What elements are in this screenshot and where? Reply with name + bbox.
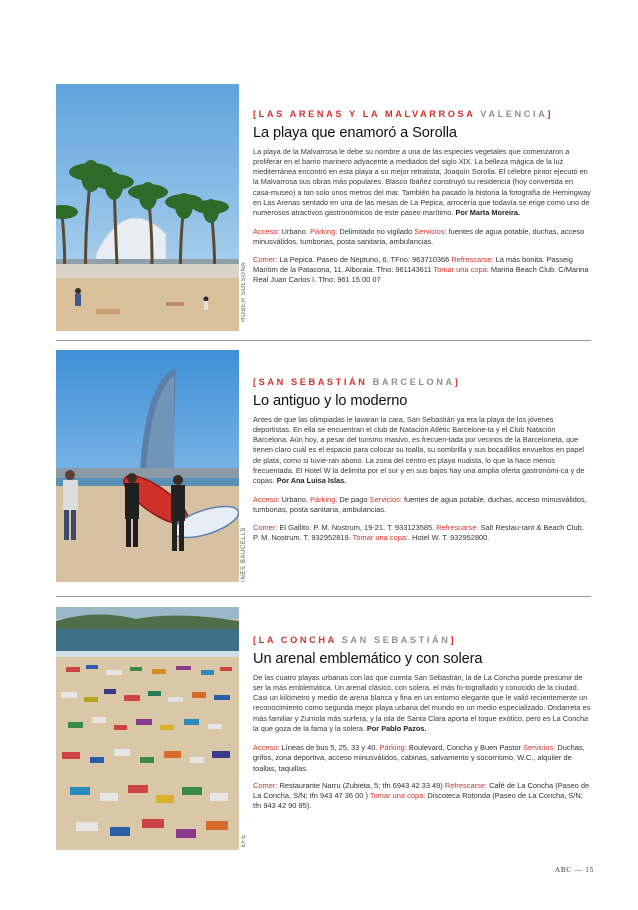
- info-value: Delimitado no vigilado: [337, 227, 415, 237]
- info-food: [253, 781, 591, 812]
- article-text: [253, 376, 591, 550]
- photo-credit: ROBER SOLSONA: [241, 262, 247, 322]
- info-access: [253, 743, 591, 774]
- photo-credit: EFE: [241, 834, 247, 848]
- info-value: . Hotel W. T. 932952800.: [408, 532, 490, 542]
- kicker-city: BARCELONA: [372, 377, 455, 387]
- info-value: Urbano.: [279, 495, 311, 505]
- info-value: La Pepica. Paseo de Neptuno, 6. TFno: 963710366: [277, 254, 452, 264]
- info-label: Refrescarse:: [451, 254, 494, 264]
- photo-malvarrosa-beach: [56, 84, 239, 331]
- article-body: [253, 147, 591, 218]
- article-text: [253, 634, 591, 819]
- info-label: Comer:: [253, 780, 278, 790]
- info-label: Servicios:: [523, 742, 556, 752]
- kicker-place: [LAS ARENAS Y LA MALVARROSA: [253, 109, 476, 119]
- info-value: Marina Beach Club. C/Marina Real Juan Carlos I. Tfno: 961 15 00 07: [253, 264, 589, 285]
- kicker-city: SAN SEBASTIÁN: [341, 635, 451, 645]
- kicker-place: [SAN SEBASTIÁN: [253, 377, 368, 387]
- photo-la-concha-beach: [56, 607, 239, 850]
- info-label: Acceso:: [253, 227, 280, 237]
- info-value: El Gallito. P. M. Nostrum, 19-21. T. 933123585.: [277, 522, 437, 532]
- info-value: Urbano.: [279, 227, 311, 237]
- info-label: Tomar una copa:: [369, 791, 426, 801]
- info-label: Comer:: [253, 522, 278, 532]
- info-label: Comer:: [253, 254, 278, 264]
- divider: [56, 596, 591, 597]
- info-value: La más bonita. Passeig Marítim de la Patacona, 11. Alboraia. Tfno: 961143611: [253, 254, 573, 274]
- article-text: [253, 108, 591, 293]
- body-text: La playa de la Malvarrosa le debe su nombre a una de las especies vegetales que comenzaron a proliferar en el barrio marinero adyacente a mediados del siglo XIX. La belleza mágica de la luz mediterránea encontró en esta playa a su mejor retratista, Joaquín Sorolla. El célebre pintor ejecutó en la Malvarrosa sus obras más populares. Blasco Ibáñez construyó su residencia (hoy convertida en casa-museo) a tan solo unos metros del mar. También ha pasado la historia la fotografía de Hemingway en Las Arenas sentado en una de las mesas de La Pepica, arrocería que todavía se erige como uno de numerosos atractivos gastronómicos de este paseo marítimo.: [253, 147, 591, 217]
- kicker: [253, 634, 591, 646]
- article-title: La playa que enamoró a Sorolla: [253, 125, 457, 141]
- kicker-city: VALENCIA: [480, 109, 548, 119]
- kicker: [253, 376, 591, 388]
- kicker-place: [LA CONCHA: [253, 635, 337, 645]
- info-label: Párking:: [310, 495, 338, 505]
- info-label: Refrescarse:: [436, 522, 479, 532]
- info-value: fuentes de agua potable, duchas, acceso minusválidos, tumbonas, posta sanitaria, ambulancias.: [253, 495, 587, 515]
- info-label: Párking:: [310, 227, 338, 237]
- info-food: [253, 523, 591, 544]
- info-label: Refrescarse:: [444, 780, 488, 790]
- article-body: [253, 415, 591, 486]
- info-label: Acceso:: [253, 742, 280, 752]
- info-access: [253, 495, 591, 516]
- body-text: Antes de que las olimpiadas le lavaran la cara, San Sebastián ya era la playa de los jóvenes deportistas. En ella se encuentran el club de Natación Atlètic Barcelone-ta y el Club Natación Barcelona. Aún hoy, a pesar del turismo masivo, es frecuen-tada por vecinos de la Barceloneta, que tienen claro cuál es el espacio para colocar su toalla, su sombrilla y sus bocadillos envueltos en papel de plata, como si tuvie-ran abono. La zona del centro es playa nudista, lo que la hace menos frecuentada. El Hotel W la delimita por el sur y en sus bajos hay una amplia oferta gastronómi-ca y de copas.: [253, 415, 585, 485]
- info-value: Duchas, grifos, zona deportiva, acceso minusválidos, cabinas, salvamento y socorrismo, W.C., alquiler de toallas, taquillas.: [253, 742, 585, 773]
- info-value: Café de La Concha (Paseo de La Concha, S/N; tfn 943 47 36 00 ): [253, 780, 590, 801]
- info-value: Boulevard, Concha y Buen Pastor: [406, 742, 524, 752]
- page-folio: ABC — 15: [554, 866, 594, 874]
- info-value: fuentes de agua potable, duchas, acceso minusválidos, tumbonas, posta sanitaria, ambulancias.: [253, 227, 585, 247]
- byline: Por Pablo Pazos.: [366, 723, 427, 733]
- article-body: [253, 673, 591, 734]
- kicker-close: ]: [450, 635, 457, 645]
- photo-credit: INÉS BAUCELLS: [241, 527, 247, 582]
- info-label: Acceso:: [253, 495, 280, 505]
- info-food: [253, 255, 591, 286]
- divider: [56, 340, 591, 341]
- info-value: Salt Restau-rant & Beach Club. P. M. Nostrum. T. 932952819.: [253, 522, 584, 542]
- info-label: Tomar una copa:: [433, 264, 489, 274]
- body-text: De las cuatro playas urbanas con las que cuenta San Sebastián, la de La Concha puede presumir de ser la más emblemática. Un arenal clásico, con solera, el más fo-tografiado y conocido de la ciudad. Casi un kilómetro y medio de arena blanca y fina en un entorno elegante que le valió recientemente un reconocimiento como segunda mejor playa urbana del mundo en un medio especializado. Ondarreta es más familiar y Zurriola más surfera, y la isla de Santa Clara aporta el toque exótico, pero es La Concha la que goza de la fama y la solera.: [253, 673, 591, 733]
- article-title: Un arenal emblemático y con solera: [253, 651, 483, 667]
- kicker-close: ]: [547, 109, 554, 119]
- info-value: Discoteca Rotonda (Paseo de La Concha, S/N; tfn 943 42 90 95).: [253, 791, 583, 811]
- info-label: Servicios:: [414, 227, 447, 237]
- info-value: Restaurante Narru (Zubieta, 5; tfn 6943 42 33 49): [277, 780, 445, 790]
- byline: Por Ana Luisa Islas.: [276, 475, 347, 485]
- kicker-close: ]: [454, 377, 461, 387]
- info-access: [253, 227, 591, 248]
- info-label: Servicios:: [369, 495, 402, 505]
- article-title: Lo antiguo y lo moderno: [253, 393, 408, 409]
- photo-barceloneta-surfers: [56, 350, 239, 582]
- byline: Por Marta Moreira.: [455, 207, 520, 217]
- info-label: Párking:: [379, 742, 407, 752]
- info-label: Tomar una copa:: [352, 532, 409, 542]
- info-value: Líneas de bus 5, 25, 33 y 40.: [279, 742, 380, 752]
- kicker: [253, 108, 591, 120]
- info-value: De pago: [337, 495, 370, 505]
